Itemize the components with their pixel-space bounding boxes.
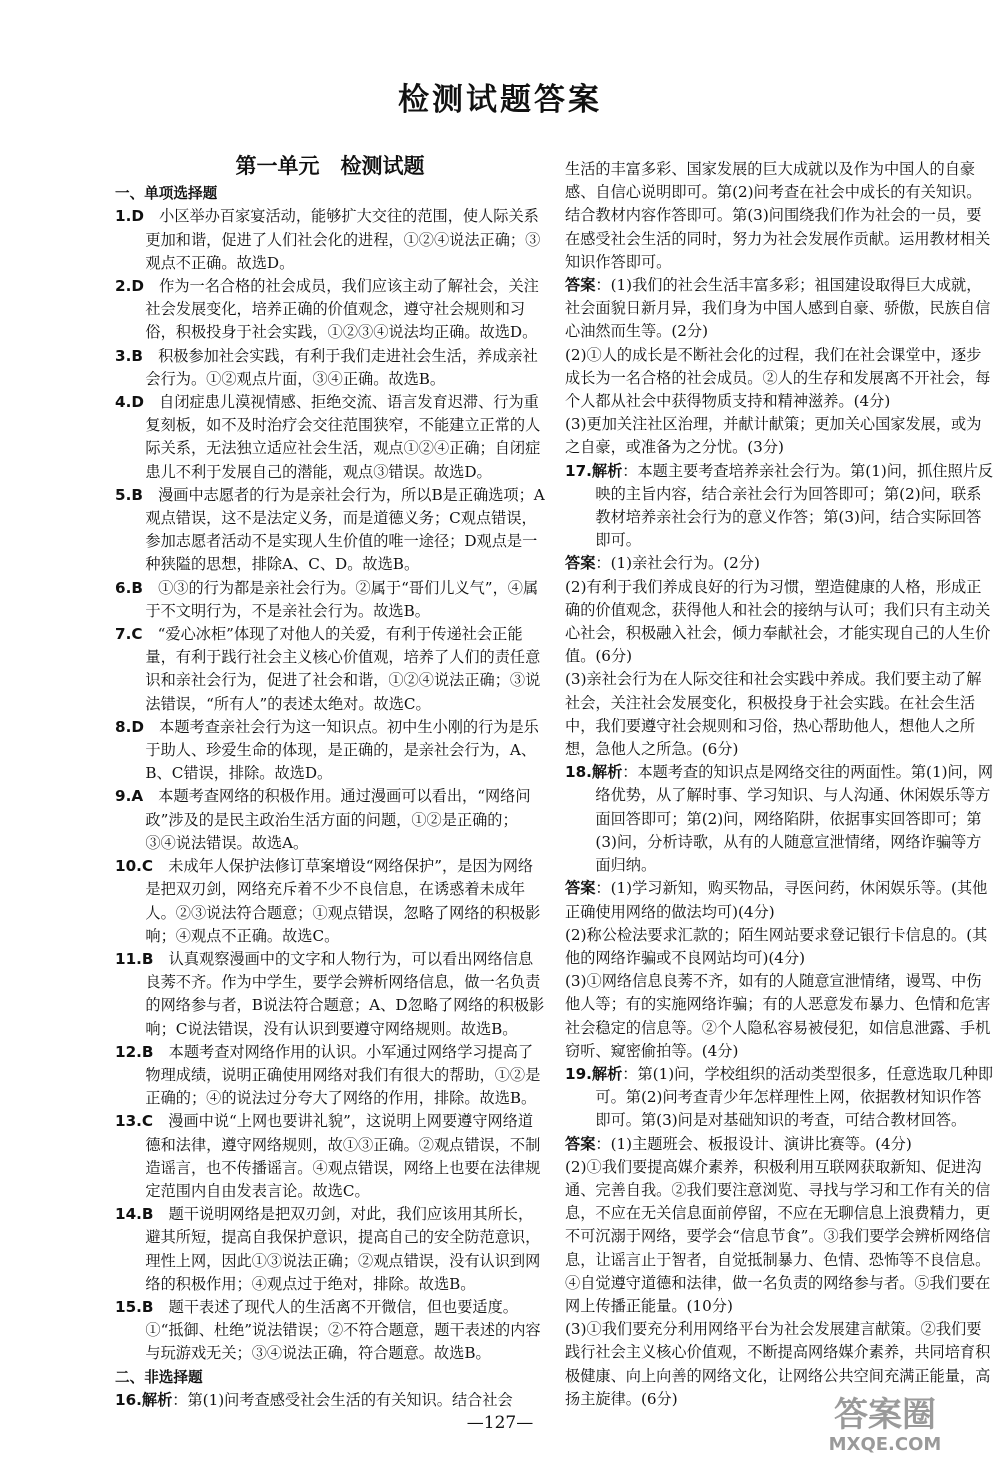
question-text: 本题考查亲社会行为这一知识点。初中生小刚的行为是乐于助人、珍爱生命的体现，是正确的，是亲社会行为，A、B、C错误，排除。故选D。: [143, 717, 539, 783]
answer-text: ：(1)我们的社会生活丰富多彩；祖国建设取得巨大成就，社会面貌日新月异，我们身为中国人感到自豪、骄傲，民族自信心油然而生等。(2分): [565, 276, 991, 341]
question-number: 18.: [565, 763, 592, 782]
question-item: [115, 1296, 545, 1366]
section-heading-non-choice: 二、非选择题: [115, 1368, 203, 1386]
watermark-text: 答案圈: [834, 1395, 936, 1435]
paragraph: (2)①我们要提高媒介素养，积极利用互联网获取新知、促进沟通、完善自我。②我们要注意浏览、寻找与学习和工作有关的信息，不应在无关信息面前停留，不应在无聊信息上浪费精力，更不可沉溺于网络，要学会“信息节食”。③我们要学会辨析网络信息，让谣言止于智者，自觉抵制暴力、色情、恐怖等不良信息。④自觉遵守道德和法律，做一名负责的网络参与者。⑤我们要在网上传播正能量。(10分): [565, 1157, 991, 1315]
question-number: 7.C: [115, 625, 143, 644]
question-number: 10.C: [115, 857, 154, 876]
question-number: 12.B: [115, 1042, 154, 1061]
analysis-text: ：第(1)问，学校组织的活动类型很多，任意选取几种即可。第(2)问考查青少年怎样理性上网，依据教材知识作答即可。第(3)问是对基础知识的考查，可结合教材回答。: [595, 1064, 994, 1130]
answer-text: ：(1)主题班会、板报设计、演讲比赛等。(4分): [595, 1134, 912, 1153]
question-item: [115, 1110, 545, 1203]
question-number: 19.: [565, 1064, 592, 1083]
analysis-label: 解析: [591, 1064, 623, 1083]
question-text: 自闭症患儿漠视情感、拒绝交流、语言发育迟滞、行为重复刻板，如不及时治疗会交往范围狭窄，不能建立正常的人际关系，无法独立适应社会生活，观点①②④正确；自闭症患儿不利于发展自己的潜能，观点③错误。故选D。: [143, 393, 541, 481]
answer-blocks: [565, 158, 995, 1411]
paragraph: (3)更加关注社区治理，并献计献策；更加关心国家发展，或为之自豪，或准备为之分忧。(3分): [565, 415, 982, 457]
question-number: 2.D: [115, 277, 144, 296]
question-text: 认真观察漫画中的文字和人物行为，可以看出网络信息良莠不齐。作为中学生，要学会辨析网络信息，做一名负责的网络参与者，B说法符合题意；A、D忽略了网络的积极影响；C说法错误，没有认识到要遵守网络规则。故选B。: [145, 949, 545, 1038]
question-number: 3.B: [115, 346, 143, 365]
question-text: ：第(1)问考查感受社会生活的有关知识。结合社会: [172, 1390, 513, 1409]
question-text: ①③的行为都是亲社会行为。②属于“哥们儿义气”，④属于不文明行为，不是亲社会行为。故选B。: [142, 578, 539, 620]
question-number: 4.D: [115, 393, 144, 412]
question-number: 1.D: [115, 207, 144, 226]
answer-label: 答案: [565, 554, 596, 573]
question-number: 17.: [565, 461, 592, 480]
question-number: 11.B: [115, 949, 154, 968]
analysis-text: ：本题主要考查培养亲社会行为。第(1)问，抓住照片反映的主旨内容，结合亲社会行为回答即可；第(2)问，联系教材培养亲社会行为的意义作答；第(3)问，结合实际回答即可。: [595, 461, 994, 550]
page-number: —127—: [466, 1413, 534, 1433]
question-text: “爱心冰柜”体现了对他人的关爱，有利于传递社会正能量，有利于践行社会主义核心价值观，培养了人们的责任意识和亲社会行为，促进了社会和谐，①②④说法正确；③说法错误，“所有人”的表述太绝对。故选C。: [142, 625, 541, 713]
question-text: 作为一名合格的社会成员，我们应该主动了解社会，关注社会发展变化，培养正确的价值观念，遵守社会规则和习俗，积极投身于社会实践，①②③④说法均正确。故选D。: [143, 277, 539, 342]
question-item: [115, 1041, 545, 1111]
answer-label: 答案: [565, 879, 596, 898]
question-text: 本题考查网络的积极作用。通过漫画可以看出，“网络问政”涉及的是民主政治生活方面的问题，①②是正确的；③④说法错误。故选A。: [143, 787, 531, 852]
question-item: [115, 623, 545, 716]
question-item: [115, 577, 545, 623]
question-item: [115, 484, 545, 577]
question-text: 题干说明网络是把双刃剑，对此，我们应该用其所长，避其所短，提高自我保护意识，提高自己的安全防范意识，理性上网，因此①③说法正确；②观点错误，没有认识到网络的积极作用；④观点过于绝对，排除。故选B。: [145, 1205, 541, 1293]
question-text: 小区举办百家宴活动，能够扩大交往的范围，使人际关系更加和谐，促进了人们社会化的进程，①②④说法正确；③观点不正确。故选D。: [143, 207, 541, 272]
paragraph: (2)①人的成长是不断社会化的过程，我们在社会课堂中，逐步成长为一名合格的社会成员。②人的生存和发展离不开社会，每个人都从社会中获得物质支持和精神滋养。(4分): [565, 345, 991, 411]
left-column: [115, 155, 545, 1412]
analysis-label: 解析: [591, 461, 623, 480]
analysis-text: ：本题考查的知识点是网络交往的两面性。第(1)问，网络优势，从了解时事、学习知识、与人沟通、休闲娱乐等方面回答即可；第(2)问，网络陷阱，依据事实回答即可；第(3)问，分析诗歌，从有的人随意宣泄情绪，网络诈骗等方面归纳。: [595, 763, 994, 875]
page-title: 检测试题答案: [398, 82, 602, 118]
answer-label: 答案: [565, 276, 596, 295]
question-text: 题干表述了现代人的生活离不开微信，但也要适度。①“抵御、杜绝”说法错误；②不符合题意，题干表述的内容与玩游戏无关；③④说法正确，符合题意。故选B。: [145, 1297, 541, 1363]
answer-text: ：(1)亲社会行为。(2分): [595, 554, 760, 573]
question-text: 本题考查对网络作用的认识。小军通过网络学习提高了物理成绩，说明正确使用网络对我们有很大的帮助，①②是正确的；④的说法过分夸大了网络的作用，排除。故选B。: [145, 1042, 541, 1108]
watermark-url: MXQE.COM: [828, 1434, 942, 1455]
question-item: [115, 716, 545, 786]
question-item: [115, 1203, 545, 1296]
question-item: [115, 948, 545, 1041]
question-number: 9.A: [115, 787, 144, 806]
question-text: 积极参加社会实践，有利于我们走进社会生活，养成亲社会行为。①②观点片面，③④正确。故选B。: [142, 346, 538, 388]
answer-label: 答案: [565, 1134, 596, 1153]
answer-line: [565, 274, 995, 344]
paragraph: (3)①网络信息良莠不齐，如有的人随意宣泄情绪，谩骂、中伤他人等；有的实施网络诈骗；有的人恶意发布暴力、色情和危害社会稳定的信息等。②个人隐私容易被侵犯，如信息泄露、手机窃听、窥密偷拍等。(4分): [565, 972, 991, 1060]
question-number: 5.B: [115, 485, 143, 504]
paragraph: (2)称公检法要求汇款的；陌生网站要求登记银行卡信息的。(其他的网络诈骗或不良网站均可)(4分): [565, 925, 988, 967]
answer-text: ：(1)学习新知，购买物品，寻医问药，休闲娱乐等。(其他正确使用网络的做法均可)(4分): [565, 879, 988, 921]
answer-line: [565, 552, 995, 575]
paragraph: (3)亲社会行为在人际交往和社会实践中养成。我们要主动了解社会，关注社会发展变化，积极投身于社会实践。在社会生活中，我们要遵守社会规则和习俗，热心帮助他人，想他人之所想，急他人之所急。(6分): [565, 670, 982, 759]
question-text: 漫画中说“上网也要讲礼貌”，这说明上网要遵守网络道德和法律，遵守网络规则，故①③正确。②观点错误，不制造谣言，也不传播谣言。④观点错误，网络上也要在法律规定范围内自由发表言论。故选C。: [145, 1112, 541, 1200]
question-item: [115, 785, 545, 855]
question-number: 6.B: [115, 578, 143, 597]
analysis-label: 解析: [591, 763, 623, 782]
question-analysis: [565, 1063, 995, 1133]
paragraph: 生活的丰富多彩、国家发展的巨大成就以及作为中国人的自豪感、自信心说明即可。第(2)问考查在社会中成长的有关知识。结合教材内容作答即可。第(3)问围绕我们作为社会的一员，要在感受社会生活的同时，努力为社会发展作贡献。运用教材相关知识作答即可。: [565, 160, 991, 271]
answer-line: [565, 1133, 995, 1156]
question-item: [115, 855, 545, 948]
paragraph: (2)有利于我们养成良好的行为习惯，塑造健康的人格，形成正确的价值观念，获得他人和社会的接纳与认可；我们只有主动关心社会，积极融入社会，倾力奉献社会，才能实现自己的人生价值。(6分): [565, 577, 991, 666]
question-number: 8.D: [115, 717, 144, 736]
section-heading-single-choice: 一、单项选择题: [115, 185, 218, 203]
question-number: 16.: [115, 1390, 142, 1409]
question-16-intro: [115, 1389, 545, 1412]
watermark-logo: [810, 1390, 960, 1456]
question-analysis: [565, 761, 995, 877]
question-item: [115, 345, 545, 391]
paragraph: (3)①我们要充分利用网络平台为社会发展建言献策。②我们要践行社会主义核心价值观，不断提高网络媒介素养，共同培育积极健康、向上向善的网络文化，让网络公共空间充满正能量，高扬主旋律。(6分): [565, 1320, 991, 1408]
question-item: [115, 391, 545, 484]
answer-line: [565, 877, 995, 923]
analysis-label: 解析: [141, 1390, 173, 1409]
question-text: 漫画中志愿者的行为是亲社会行为，所以B是正确选项；A观点错误，这不是法定义务，而是道德义务；C观点错误，参加志愿者活动不是实现人生价值的唯一途径；D观点是一种狭隘的思想，排除A、C、D。故选B。: [142, 485, 545, 574]
right-column: [565, 158, 995, 1411]
question-text: 未成年人保护法修订草案增设“网络保护”，是因为网络是把双刃剑，网络充斥着不少不良信息，在诱惑着未成年人。②③说法符合题意；①观点错误，忽略了网络的积极影响；④观点不正确。故选C。: [145, 857, 541, 945]
question-number: 14.B: [115, 1205, 154, 1224]
question-number: 13.C: [115, 1112, 154, 1131]
question-analysis: [565, 460, 995, 553]
question-item: [115, 205, 545, 275]
single-choice-list: [115, 205, 545, 1365]
question-item: [115, 275, 545, 345]
question-number: 15.B: [115, 1297, 154, 1316]
unit-title: 第一单元 检测试题: [235, 154, 425, 178]
